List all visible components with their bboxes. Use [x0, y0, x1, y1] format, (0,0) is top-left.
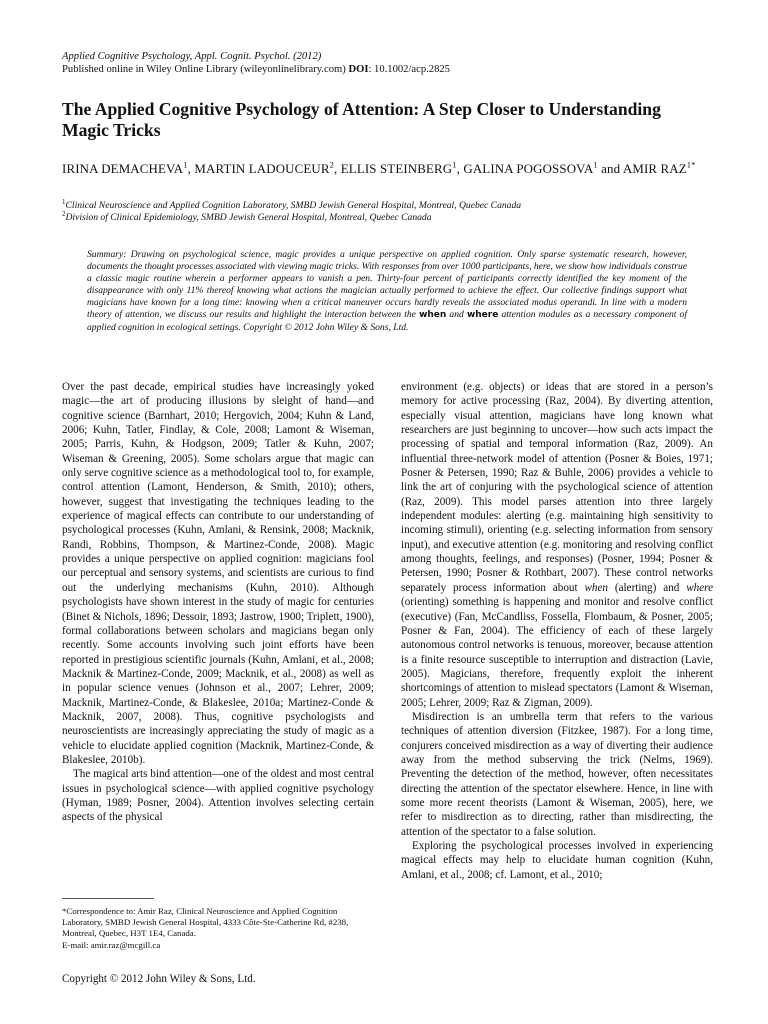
author-name: GALINA POGOSSOVA [463, 162, 594, 176]
affiliation-text: Division of Clinical Epidemiology, SMBD Jewish General Hospital, Montreal, Quebec Canada [65, 212, 432, 223]
body-paragraph: Exploring the psychological processes involved in experiencing magical effects may help to elucidate human cognition (Kuhn, Amlani, et al., 2008; cf. Lamont, et al., 2010; [401, 840, 713, 881]
body-paragraph: Misdirection is an umbrella term that refers to the various techniques of attention diversion (Fitzkee, 1987). For a long time, conjurers conceived misdirection as a way of diverting their audience away from the method subserving the trick (Nelms, 1969). Preventing the detection of the method, however, often necessitates directing the attention of the spectator elsewhere. Hence, in line with some more recent theorists (Lamont & Wiseman, 2005), here, we refer to misdirection as to directing, rather than misdirecting, the attention of the spectator to a false solution. [401, 710, 713, 838]
author-affiliation-mark: 1 [183, 159, 188, 170]
emphasis-where: where [686, 581, 714, 594]
abstract-text: and [446, 309, 467, 321]
body-paragraph [401, 380, 713, 710]
abstract-text: attention modules as a necessary component of applied cognition in ecological settings. Copyright © 2012 John Wiley & Sons, Ltd. [87, 309, 688, 333]
body-paragraph: The magical arts bind attention—one of the oldest and most central issues in psychological science—with applied cognitive psychology (Hyman, 1989; Posner, 2004). Attention involves selecting certain aspects of the physical [62, 768, 374, 824]
author-separator: and [597, 162, 623, 176]
affiliation-mark: 2 [62, 209, 66, 218]
abstract-keyword-where: where [466, 310, 499, 321]
author-affiliation-mark: 2 [329, 159, 335, 170]
author-separator: , [334, 162, 341, 176]
author-separator: , [456, 162, 464, 176]
affiliation-1 [62, 197, 712, 212]
copyright-notice: Copyright © 2012 John Wiley & Sons, Ltd. [62, 973, 256, 985]
author-name: AMIR RAZ [622, 162, 687, 176]
affiliation-mark: 1 [62, 197, 66, 206]
publication-line [62, 63, 712, 76]
body-column-right [401, 380, 713, 882]
author-affiliation-mark: 1* [686, 159, 696, 170]
affiliations [62, 197, 712, 224]
author-name: ELLIS STEINBERG [340, 162, 453, 176]
body-text: (alerting) and [608, 581, 687, 594]
abstract-text: Summary: Drawing on psychological science, magic provides a unique perspective on applied cognition. Only sparse systematic research, however, documents the thought processes associated with viewing magic tricks. With responses from over 1000 participants, here, we show how individuals construe a classic magic routine wherein a performer appears to vanish a pen. Thirty-four percent of participants correctly identified the key moment of the disappearance with only 11% thereof knowing what actions the magician actually performed to achieve the effect. Our collective findings support what magicians have known for a long time: knowing when a critical maneuver occurs hardly reveals the associated modus operandi. In line with a modern theory of attention, we discuss our results and highlight the interaction between the [87, 249, 687, 321]
author-list [62, 161, 712, 177]
journal-header [62, 50, 712, 76]
correspondence-email: E-mail: amir.raz@mcgill.ca [62, 939, 161, 950]
abstract [87, 249, 687, 334]
author-separator: , [187, 162, 195, 176]
published-online-text: Published online in Wiley Online Library (wileyonlinelibrary.com) [62, 64, 349, 75]
affiliation-2 [62, 209, 712, 224]
journal-citation: Applied Cognitive Psychology, Appl. Cognit. Psychol. (2012) [62, 51, 322, 62]
author-name: MARTIN LADOUCEUR [194, 162, 330, 176]
abstract-keyword-when: when [419, 310, 447, 321]
doi-label: DOI [348, 64, 369, 75]
correspondence-footnote [62, 906, 377, 951]
doi-value: : 10.1002/acp.2825 [368, 64, 450, 75]
author-affiliation-mark: 1 [452, 159, 457, 170]
author-name: IRINA DEMACHEVA [62, 162, 184, 176]
body-text: environment (e.g. objects) or ideas that are stored in a person’s memory for active processing (Raz, 2004). By diverting attention, especially visual attention, magicians have long known what researchers are just beginning to uncover—how such acts impact the processing of spatial and temporal information (Raz, 2009). An influential three-network model of attention (Posner & Boies, 1971; Posner & Petersen, 1990; Raz & Buhle, 2006) provides a vehicle to link the art of conjuring with the psychological science of attention (Raz, 2009). This model parses attention into three largely independent modules: alerting (e.g. maintaining high sensitivity to incoming stimuli), orienting (e.g. selecting information from sensory input), and executive attention (e.g. monitoring and resolving conflict among thoughts, feelings, and responses) (Posner, 1994; Posner & Petersen, 1990; Posner & Rothbart, 2007). These control networks separately process information about [401, 381, 713, 594]
body-column-left [62, 380, 374, 825]
author-affiliation-mark: 1 [593, 159, 598, 170]
correspondence-address: *Correspondence to: Amir Raz, Clinical Neuroscience and Applied Cognition Laboratory, SMBD Jewish General Hospital, 4333 Côte-Ste-Catherine Rd, #238, Montreal, Quebec, H3T 1E4, Canada. [62, 906, 349, 939]
body-text: (orienting) something is happening and monitor and resolve conflict (executive) (Fan, McCandliss, Fossella, Flombaum, & Posner, 2005; Posner & Fan, 2004). The efficiency of each of these largely autonomous control networks is tenuous, moreover, because attention is a finite resource susceptible to interruption and distraction (Lavie, 2005). Magicians, therefore, frequently exploit the inherent shortcomings of attention to mislead spectators (Lamont & Wiseman, 2005; Lehrer, 2009; Raz & Zigman, 2009). [401, 596, 713, 709]
article-title: The Applied Cognitive Psychology of Attention: A Step Closer to Understanding Magic Tricks [62, 99, 661, 140]
emphasis-when: when [584, 581, 608, 594]
body-paragraph: Over the past decade, empirical studies have increasingly yoked magic—the art of producing illusions by sleight of hand—and cognitive science (Barnhart, 2010; Hergovich, 2004; Kuhn & Land, 2006; Kuhn, Tatler, Findlay, & Cole, 2008; Lamont & Wiseman, 2005; Parris, Kuhn, & Hodgson, 2009; Tatler & Kuhn, 2007; Wiseman & Greening, 2005). Some scholars argue that magic can only serve cognitive science as a methodological tool to, for example, control attention (Lamont, Henderson, & Smith, 2010); others, however, suggest that investigating the techniques leading to the experience of magical effects can contribute to our understanding of psychological processes (Kuhn, Amlani, & Rensink, 2008; Macknik, Randi, Robbins, Thompson, & Martinez-Conde, 2008). Magic provides a unique perspective on applied cognition: magicians fool our perceptual and sensory systems, and scientists are curious to find out the underlying mechanisms (Kuhn, 2010). Although psychologists have shown interest in the study of magic for centuries (Binet & Nichols, 1896; Dessoir, 1893; Jastrow, 1900; Triplett, 1900), formal collaborations between scholars and magicians began only recently. Some accounts involving such joint efforts have been reported in prestigious scientific journals (Kuhn, Amlani, et al., 2008; Macknik & Martinez-Conde, 2009; Macknik, et al., 2008) as well as in popular science venues (Johnson et al., 2007; Lehrer, 2009; Macknik, Martinez-Conde, & Blakeslee, 2010a; Martinez-Conde & Macknik, 2007, 2008). Thus, cognitive psychologists and neuroscientists are increasingly appreciating the study of magic as a vehicle to elucidate applied cognition (Macknik, Martinez-Conde, & Blakeslee, 2010b). [62, 381, 375, 766]
affiliation-text: Clinical Neuroscience and Applied Cognition Laboratory, SMBD Jewish General Hospital, Montreal, Quebec Canada [65, 200, 522, 211]
footnote-divider [62, 898, 154, 899]
